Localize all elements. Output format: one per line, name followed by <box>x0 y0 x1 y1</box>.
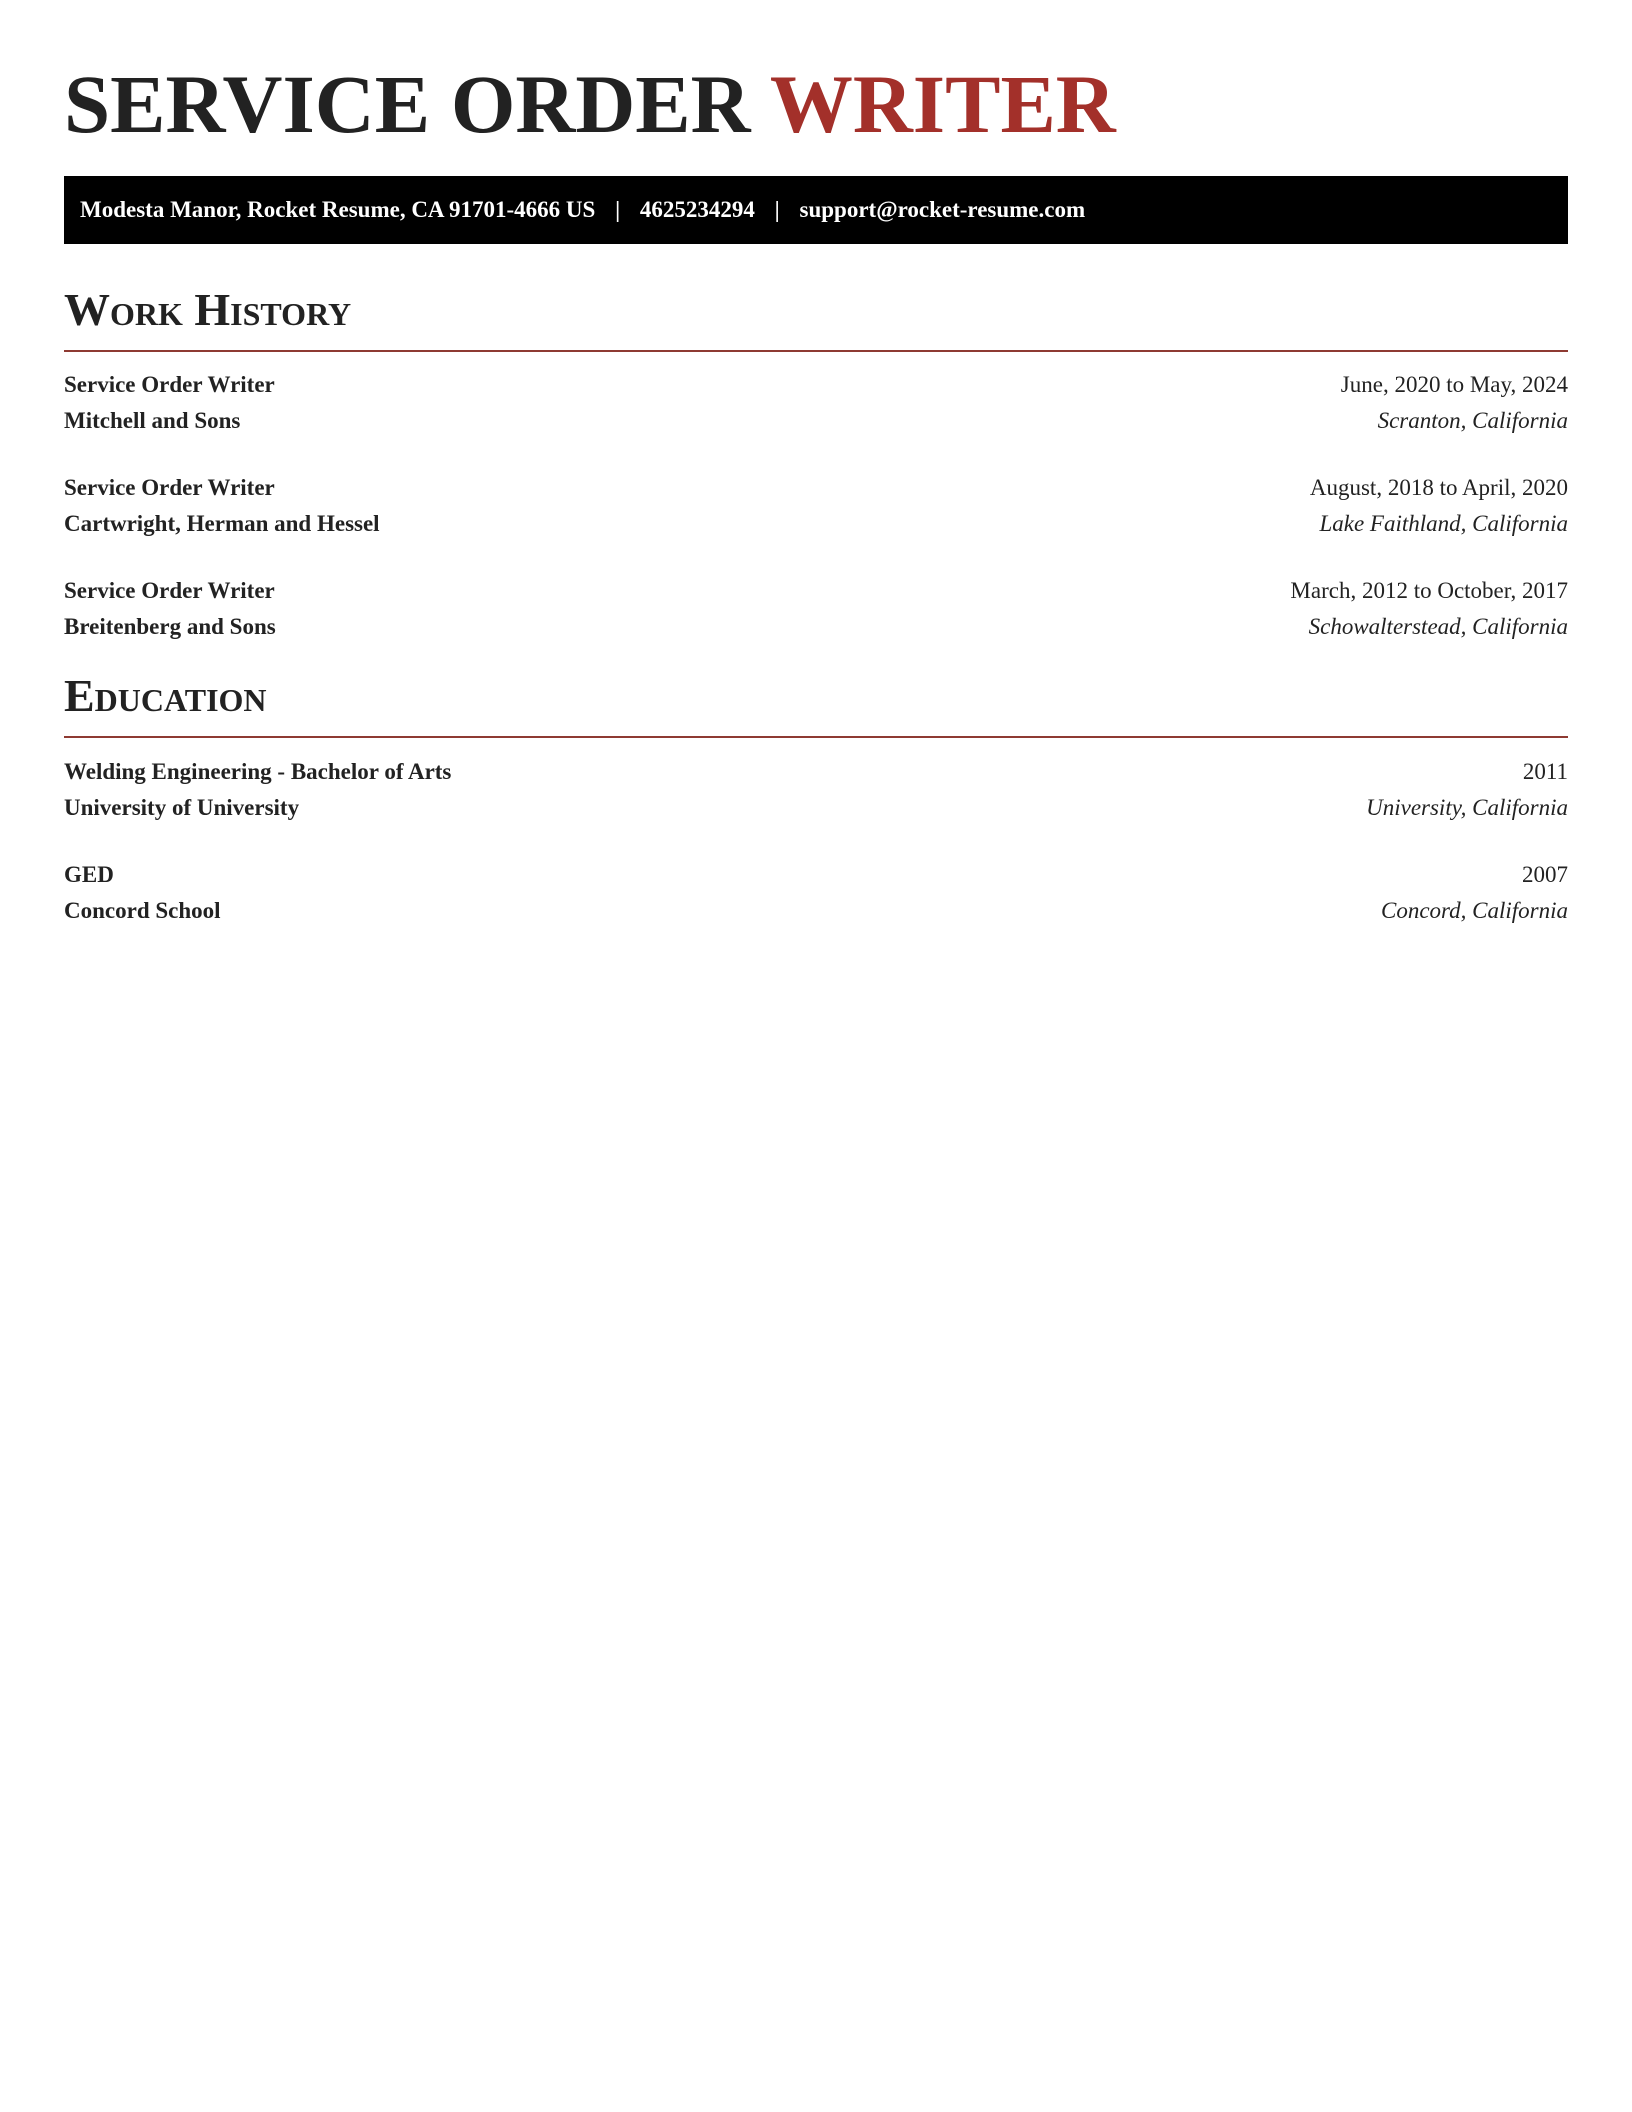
job-company: Cartwright, Herman and Hessel <box>64 511 380 536</box>
education-heading: Education <box>64 670 267 721</box>
education-location: Concord, California <box>1381 898 1568 923</box>
work-entry <box>64 573 1568 645</box>
work-history-divider <box>64 350 1568 352</box>
job-title: Service Order Writer <box>64 578 275 603</box>
education-degree: Welding Engineering - Bachelor of Arts <box>64 759 452 784</box>
job-company: Mitchell and Sons <box>64 408 241 433</box>
resume-title <box>64 56 1116 152</box>
education-entry <box>64 754 1568 826</box>
contact-separator: | <box>615 197 621 222</box>
education-school: Concord School <box>64 898 221 923</box>
job-company: Breitenberg and Sons <box>64 614 276 639</box>
job-location: Schowalterstead, California <box>1308 614 1568 639</box>
title-accent: WRITER <box>769 58 1116 150</box>
education-year: 2011 <box>1522 759 1568 784</box>
contact-email[interactable]: support@rocket-resume.com <box>799 197 1086 222</box>
work-history-heading: Work History <box>64 284 352 335</box>
education-entry <box>64 857 1568 929</box>
work-entry <box>64 470 1568 542</box>
education-location: University, California <box>1366 795 1568 820</box>
education-divider <box>64 736 1568 738</box>
job-dates: March, 2012 to October, 2017 <box>1290 578 1568 603</box>
contact-separator: | <box>774 197 780 222</box>
education-school: University of University <box>64 795 300 820</box>
contact-phone[interactable]: 4625234294 <box>639 197 755 222</box>
work-entry <box>64 367 1568 439</box>
job-location: Scranton, California <box>1377 408 1568 433</box>
job-dates: June, 2020 to May, 2024 <box>1340 372 1568 397</box>
job-title: Service Order Writer <box>64 475 275 500</box>
title-primary: SERVICE ORDER <box>64 58 751 150</box>
job-dates: August, 2018 to April, 2020 <box>1309 475 1568 500</box>
contact-address: Modesta Manor, Rocket Resume, CA 91701-4666 US <box>80 197 596 222</box>
education-year: 2007 <box>1522 862 1568 887</box>
job-title: Service Order Writer <box>64 372 275 397</box>
contact-bar <box>64 176 1568 244</box>
job-location: Lake Faithland, California <box>1319 511 1568 536</box>
education-degree: GED <box>64 862 114 887</box>
